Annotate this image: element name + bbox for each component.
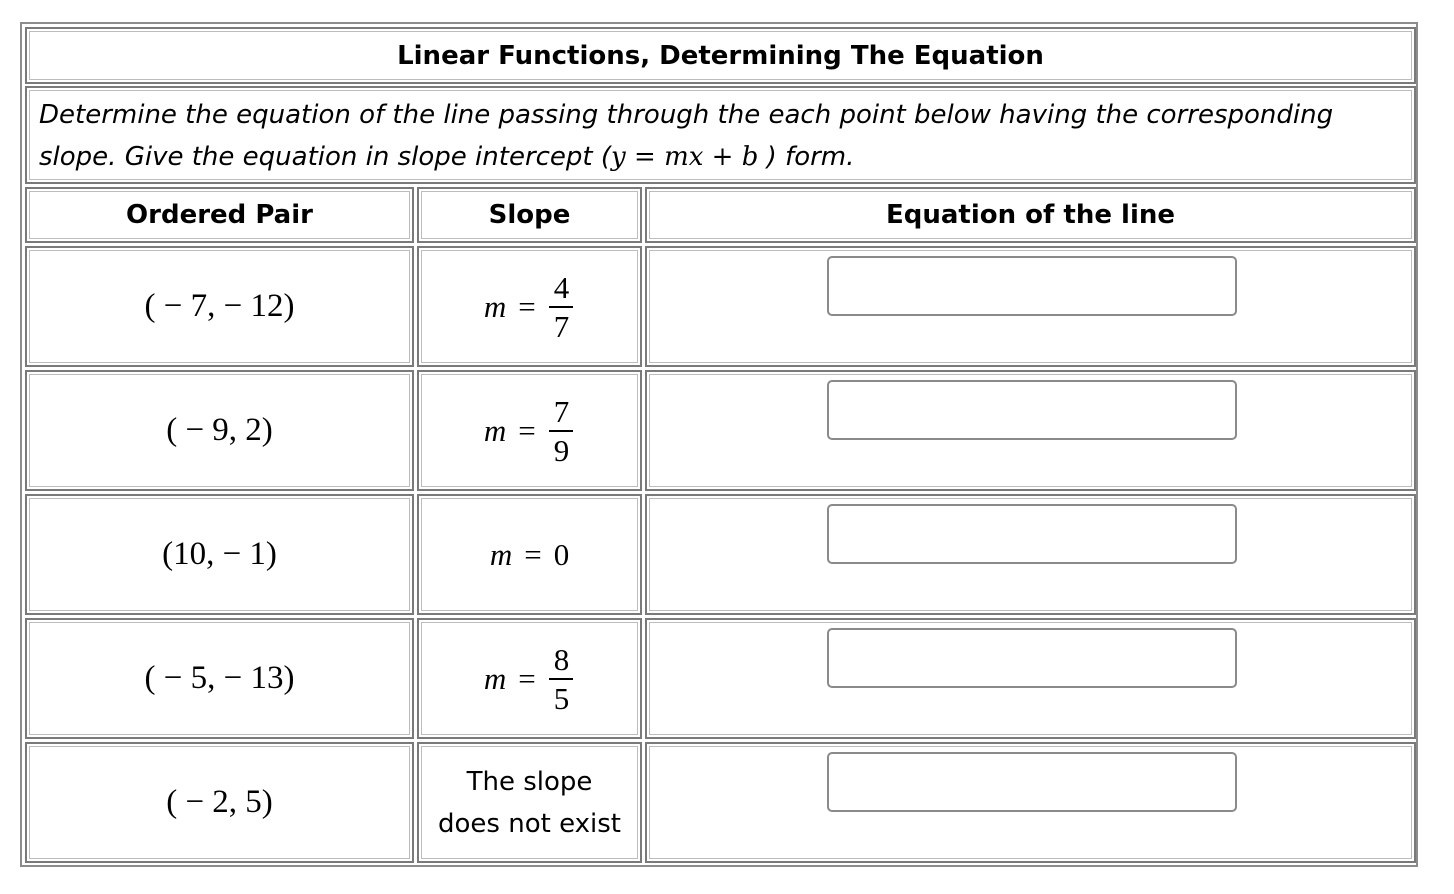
table-row-1-equation bbox=[645, 246, 1416, 367]
instructions-line-1: Determine the equation of the line passing through the each point below having the corresponding bbox=[39, 100, 1334, 130]
table-row-5-slope bbox=[417, 742, 642, 863]
instructions bbox=[25, 86, 1416, 184]
ordered-pair: ( − 7, − 12) bbox=[144, 288, 295, 324]
table-row-1-slope bbox=[417, 246, 642, 367]
slope-value: 0 bbox=[553, 536, 570, 572]
equation-input-4[interactable] bbox=[827, 628, 1237, 688]
equation-input-1[interactable] bbox=[827, 256, 1237, 316]
title-text: Linear Functions, Determining The Equation bbox=[397, 40, 1044, 71]
table-row-3-equation bbox=[645, 494, 1416, 615]
table-row-5-equation bbox=[645, 742, 1416, 863]
header-ordered-pair: Ordered Pair bbox=[25, 187, 414, 243]
slope-expression: m = $\frac{8}{5}$ bbox=[484, 644, 575, 714]
slope-fraction: $\frac{7}{9}$ bbox=[548, 396, 576, 466]
slope-undefined-text: The slope does not exist bbox=[438, 766, 621, 839]
table-row-2-equation bbox=[645, 370, 1416, 491]
slope-fraction: $\frac{8}{5}$ bbox=[548, 644, 576, 714]
table-title bbox=[25, 27, 1416, 84]
table-row-3-slope bbox=[417, 494, 642, 615]
slope-expression: m = 0 bbox=[489, 536, 570, 572]
ordered-pair: (10, − 1) bbox=[162, 536, 277, 572]
equation-input-5[interactable] bbox=[827, 752, 1237, 812]
slope-fraction: $\frac{4}{7}$ bbox=[548, 272, 576, 342]
ordered-pair: ( − 9, 2) bbox=[166, 412, 273, 448]
header-equation: Equation of the line bbox=[645, 187, 1416, 243]
equation-input-3[interactable] bbox=[827, 504, 1237, 564]
table-row-4-pair bbox=[25, 618, 414, 739]
ordered-pair: ( − 5, − 13) bbox=[144, 660, 295, 696]
slope-expression: m = $\frac{4}{7}$ bbox=[484, 272, 575, 342]
table-row-2-slope bbox=[417, 370, 642, 491]
table-row-4-equation bbox=[645, 618, 1416, 739]
table-row-3-pair bbox=[25, 494, 414, 615]
table-row-4-slope bbox=[417, 618, 642, 739]
instructions-line-2: slope. Give the equation in slope intercept (y = mx + b ) form. bbox=[39, 142, 855, 172]
slope-expression: m = $\frac{7}{9}$ bbox=[484, 396, 575, 466]
table-row-2-pair bbox=[25, 370, 414, 491]
equation-input-2[interactable] bbox=[827, 380, 1237, 440]
ordered-pair: ( − 2, 5) bbox=[166, 784, 273, 820]
table-row-1-pair bbox=[25, 246, 414, 367]
header-slope: Slope bbox=[417, 187, 642, 243]
table-row-5-pair bbox=[25, 742, 414, 863]
